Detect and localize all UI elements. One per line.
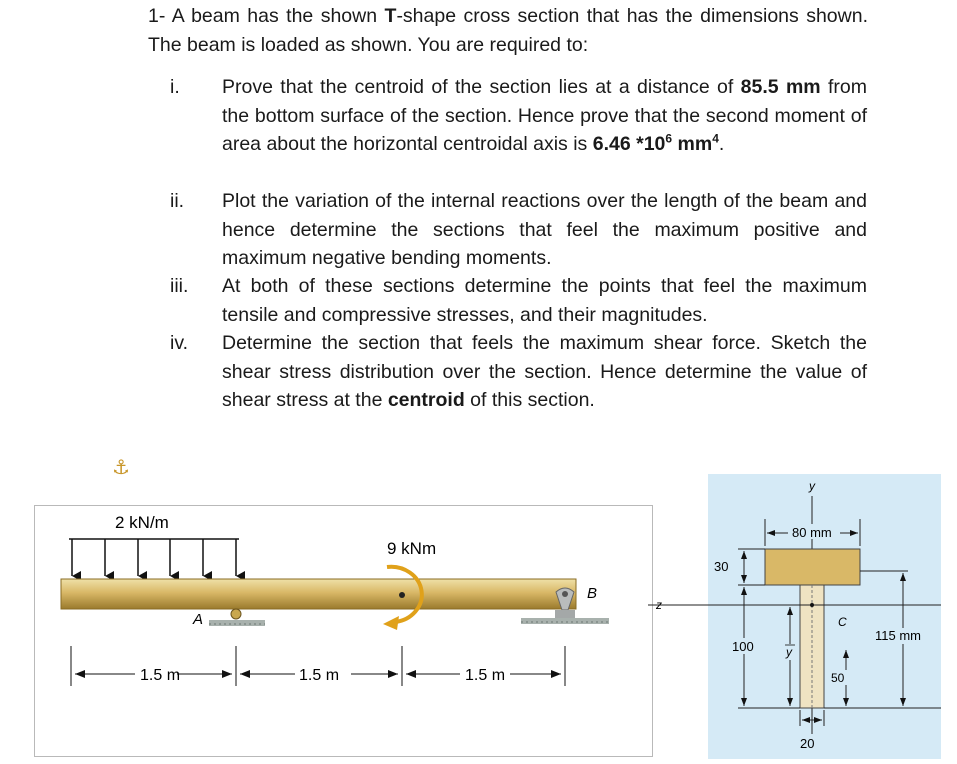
support-a xyxy=(209,609,265,626)
centroid-distance: 85.5 mm xyxy=(740,76,821,98)
intro-text: 1- A beam has the shown xyxy=(148,5,385,27)
overall-height-label: 115 mm xyxy=(875,628,921,643)
support-b-label: B xyxy=(587,585,598,602)
item-text: At both of these sections determine the points that feel the maximum tensile and compressive stresses, and their magnitudes. xyxy=(222,275,867,326)
second-moment-value: 6.46 $*10^6$ $mm^4$ xyxy=(592,131,719,155)
intro-text-rest: -shape cross section that has the dimensions shown. The beam is loaded as shown. You are required to: xyxy=(148,5,868,56)
t-section-figure xyxy=(656,474,941,759)
axis-y-label: y xyxy=(809,479,815,493)
flange-width-label: 80 mm xyxy=(792,525,832,540)
udl-label: 2 kN/m xyxy=(115,513,169,532)
span3-label: 1.5 m xyxy=(465,667,506,684)
beam-body xyxy=(61,579,576,609)
intro-bold: T xyxy=(384,5,397,27)
centroid-bold: centroid xyxy=(387,389,465,411)
item-text: Determine the section that feels the maximum shear force. Sketch the shear stress distribution over the section. Hence determine the value of shear stress at the centroid of this section. xyxy=(222,332,867,411)
web-width-label: 20 xyxy=(800,736,815,751)
flange-thickness-label: 30 xyxy=(714,559,729,574)
span1-label: 1.5 m xyxy=(140,667,181,684)
flange xyxy=(765,549,860,585)
item-number: iv. xyxy=(170,332,189,354)
item-number: i. xyxy=(170,76,180,98)
beam-figure xyxy=(34,505,653,757)
support-a-label: A xyxy=(193,611,204,628)
item-text: Prove that the centroid of the section lies at a distance of 85.5 mm from the bottom surface of the section. Hence prove that the second moment of area about the horizontal centroidal axis is 6.46 $*10^6$ $mm^4$. xyxy=(222,76,867,155)
item-text: Plot the variation of the internal reactions over the length of the beam and hence determine the sections that feel the maximum positive and maximum negative bending moments. xyxy=(222,190,867,269)
t-section-diagram xyxy=(656,474,941,759)
problem-intro xyxy=(148,2,868,60)
axis-z-label: z xyxy=(656,598,662,612)
item-number: iii. xyxy=(170,275,189,297)
ybar-label: y xyxy=(786,645,792,659)
anchor-icon: ⚓ xyxy=(112,457,130,479)
bottom-dim-label: 50 xyxy=(831,671,845,685)
moment-label: 9 kNm xyxy=(387,539,437,558)
span2-label: 1.5 m xyxy=(299,667,340,684)
beam-diagram xyxy=(35,506,652,756)
centroid-label: C xyxy=(838,615,847,629)
web-height-label: 100 xyxy=(732,639,754,654)
udl-arrows xyxy=(69,539,239,576)
item-number: ii. xyxy=(170,190,185,212)
